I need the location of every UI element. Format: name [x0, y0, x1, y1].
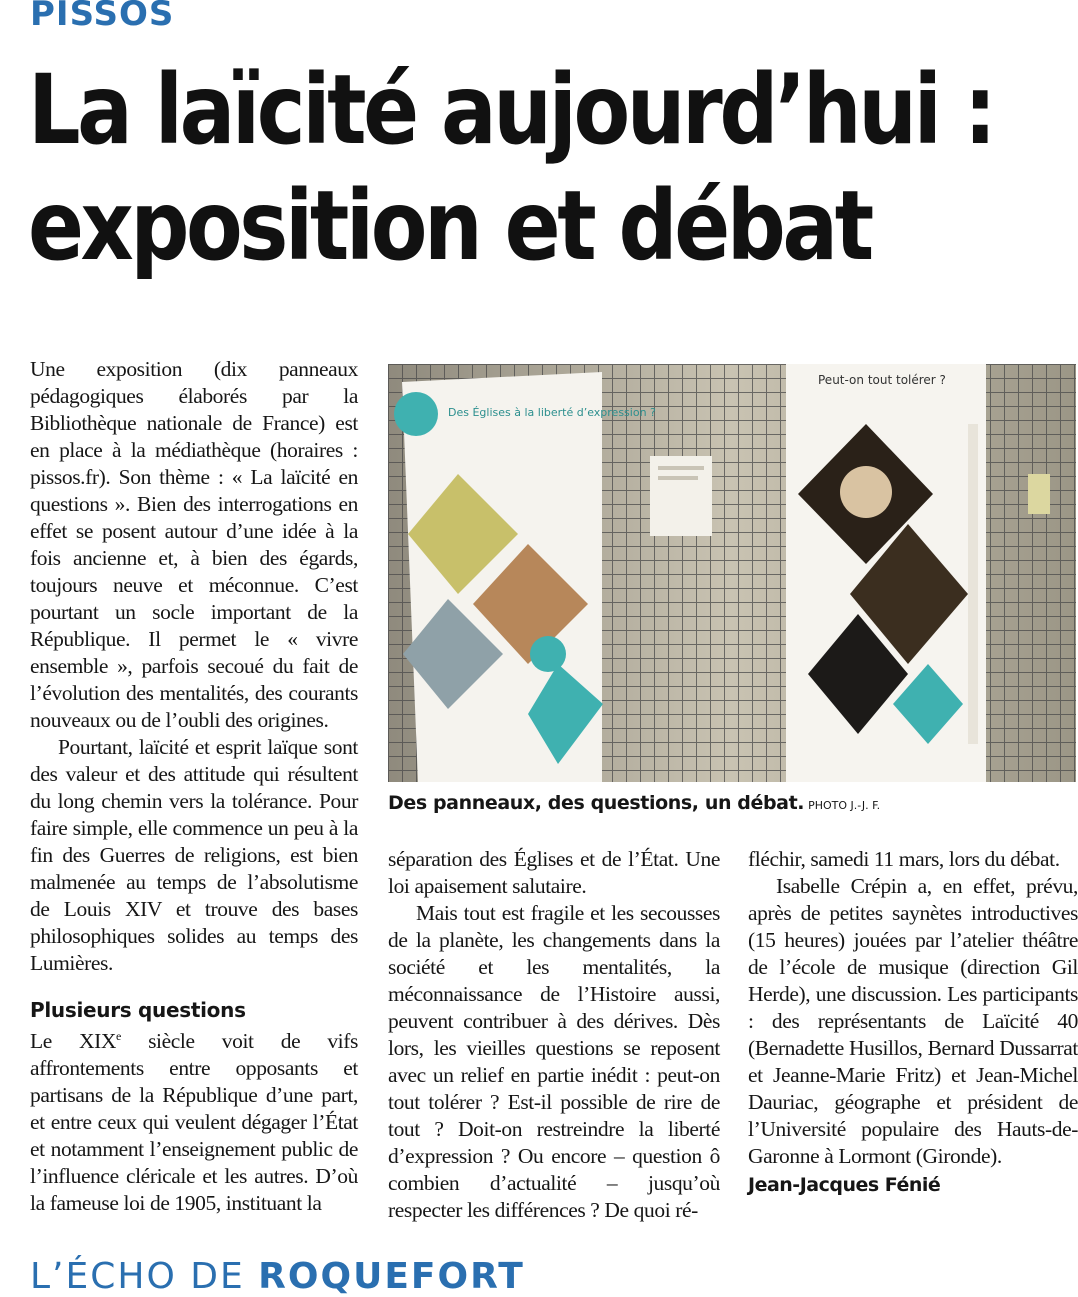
next-section-prefix: L’ÉCHO DE — [30, 1256, 259, 1297]
caption-text: Des panneaux, des questions, un débat. — [388, 792, 805, 814]
century-text: Le XIX — [30, 1029, 117, 1053]
paragraph-text: siècle voit de vifs affrontements entre opposants et partisans de la République d’une part, et entre ceux qui veulent dégager l’État et notamment l’enseignement public de l’influence cléricale et les autres. D’où la fameuse loi de 1905, instituant la — [30, 1029, 358, 1215]
article-column-2 — [388, 846, 720, 1224]
paragraph: Pourtant, laïcité et esprit laïque sont des valeur et des attitude qui résultent du long chemin vers la tolérance. Pour faire simple, elle commence un peu à la fin des Guerres de religions, est bien malmenée au temps de l’absolutisme de Louis XIV et trouve des bases philosophiques solides au temps des Lumières. — [30, 735, 358, 975]
headline — [28, 52, 994, 284]
paragraph: Une exposition (dix panneaux pédagogiques élaborés par la Bibliothèque nationale de France) est en place à la médiathèque (horaires : pissos.fr). Son thème : « La laïcité en questions ». Bien des interrogations en effet se posent autour d’une idée à la fois ancienne et, à bien des égards, toujours neuve et méconnue. C’est pourtant un socle important de la République. Il permet le « vivre ensemble », parfois secoué du fait de l’évolution des mentalités, des courants nouveaux ou de l’oubli des origines. — [30, 357, 358, 732]
photo-credit: PHOTO J.-J. F. — [808, 799, 881, 812]
subheading: Plusieurs questions — [30, 998, 246, 1022]
photo-caption — [388, 792, 880, 814]
paragraph — [30, 1028, 358, 1217]
headline-line-1: La laïcité aujourd’hui : — [28, 54, 994, 166]
paragraph: fléchir, samedi 11 mars, lors du débat. — [748, 847, 1060, 871]
century-superscript: e — [116, 1028, 121, 1043]
next-section-name: ROQUEFORT — [258, 1256, 525, 1297]
article-column-1 — [30, 356, 358, 1217]
exhibition-photo-illustration — [388, 364, 1076, 782]
headline-line-2: exposition et débat — [28, 170, 871, 282]
paragraph: Mais tout est fragile et les secousses de la planète, les changements dans la société et les mentalités, la méconnaissance de l’Histoire aussi, peuvent contribuer à des dérives. Dès lors, les vieilles questions se reposent avec un relief en partie inédit : peut-on tout tolérer ? Est-il possible de rire de tout ? Doit-on restreindre la liberté d’expression ? Ou encore – question ô combien d’actualité – jusqu’où respecter les différences ? De quoi ré- — [388, 901, 720, 1222]
article-photo — [388, 364, 1076, 782]
right-panel-title: Peut-on tout tolérer ? — [818, 373, 946, 387]
section-kicker: PISSOS — [30, 0, 175, 34]
paragraph: séparation des Églises et de l’État. Une loi apaisement salutaire. — [388, 847, 720, 898]
next-section-title — [30, 1256, 525, 1297]
paragraph: Isabelle Crépin a, en effet, prévu, après de petites saynètes introductives (15 heures) jouées par l’atelier théâtre de l’école de musique (direction Gil Herde), une discussion. Les participants : des représentants de Laïcité 40 (Bernadette Husillos, Bernard Dussarrat et Jeanne-Marie Fritz) et Jean-Michel Dauriac, géographe et président de l’Université populaire des Hauts-de-Garonne à Lormont (Gironde). — [748, 874, 1078, 1168]
next-section-header — [0, 1256, 1076, 1297]
article-column-3 — [748, 846, 1078, 1199]
byline: Jean-Jacques Fénié — [748, 1174, 941, 1196]
left-panel-title: Des Églises à la liberté d’expression ? — [448, 406, 656, 419]
right-panel — [786, 364, 986, 782]
